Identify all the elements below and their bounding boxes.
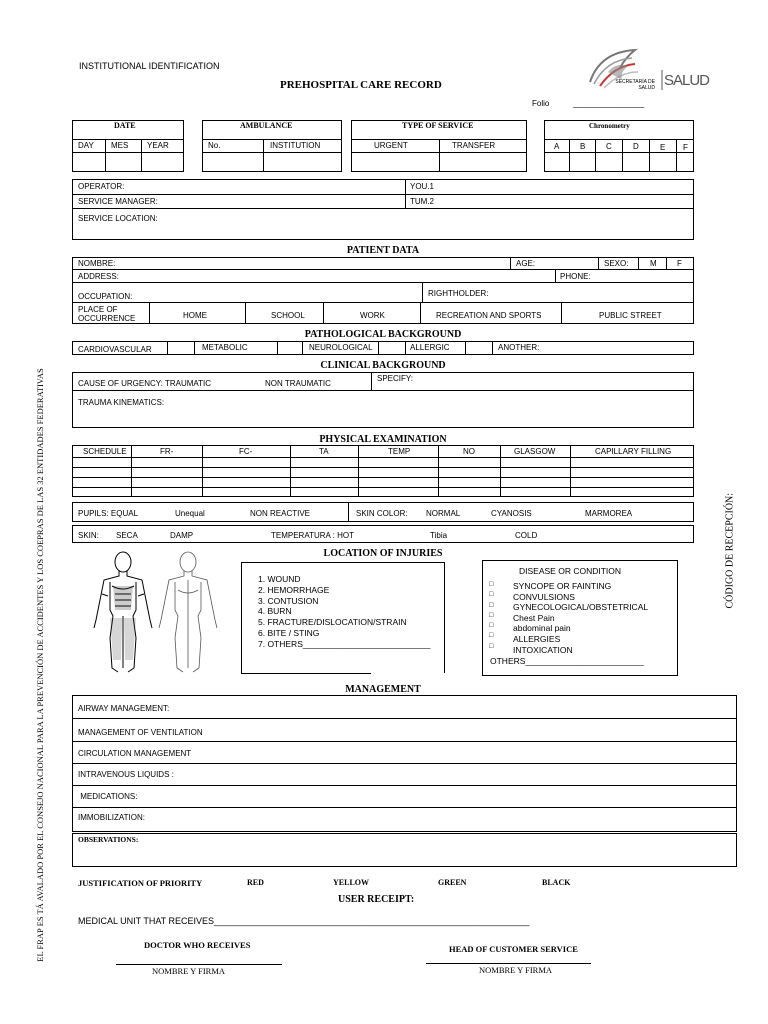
clinical-heading: CLINICAL BACKGROUND [320, 360, 446, 371]
service-urgent: URGENT [374, 141, 408, 150]
body-diagram[interactable] [88, 550, 228, 678]
pupils-non-reactive[interactable]: NON REACTIVE [250, 509, 311, 518]
salud-logo: SECRETARÍA DE SALUD SALUD [580, 42, 695, 98]
disease-list [513, 581, 648, 655]
injury-others[interactable]: 7. OTHERS___________________________ [258, 638, 431, 649]
immobilization: IMMOBILIZATION: [78, 813, 145, 822]
chrono-b: B [580, 142, 586, 151]
phone-label: PHONE: [560, 272, 591, 281]
injuries-heading: LOCATION OF INJURIES [323, 548, 443, 559]
disease-others[interactable]: OTHERS_________________________ [490, 656, 644, 666]
injury-bite[interactable]: 6. BITE / STING [258, 627, 320, 638]
cause-traumatic: CAUSE OF URGENCY: TRAUMATIC [78, 379, 212, 388]
service-manager-label: SERVICE MANAGER: [78, 197, 158, 206]
vitals-fc: FC- [239, 447, 253, 456]
pupils-unequal[interactable]: Unequal [175, 509, 205, 518]
ambulance-number: No. [208, 141, 221, 150]
priority-label: JUSTIFICATION OF PRIORITY [78, 878, 203, 888]
pupils-equal[interactable]: PUPILS: EQUAL [78, 509, 139, 518]
vitals-schedule: SCHEDULE [83, 447, 127, 456]
vitals-glasgow: GLASGOW [514, 447, 556, 456]
skin-color-label: SKIN COLOR: [356, 509, 408, 518]
chrono-e: E [660, 143, 666, 152]
rightholder-label: RIGHTHOLDER: [428, 289, 489, 298]
doctor-who-receives: DOCTOR WHO RECEIVES [144, 940, 251, 950]
vitals-fr: FR- [160, 447, 174, 456]
skin-normal[interactable]: NORMAL [426, 509, 461, 518]
place-public-street[interactable]: PUBLIC STREET [599, 311, 662, 320]
place-of-occurrence-label: PLACE OF OCCURRENCE [78, 305, 136, 323]
skin-label: SKIN: [78, 531, 99, 540]
head-customer-service: HEAD OF CUSTOMER SERVICE [449, 944, 578, 954]
circulation-management: CIRCULATION MANAGEMENT [78, 749, 192, 758]
disease-title: DISEASE OR CONDITION [519, 566, 622, 576]
physical-exam-heading: PHYSICAL EXAMINATION [319, 434, 447, 445]
observations-box[interactable] [72, 833, 737, 867]
skin-seca[interactable]: SECA [116, 531, 138, 540]
path-cardiovascular[interactable]: CARDIOVASCULAR [78, 345, 152, 354]
operator-box [72, 179, 694, 240]
path-another[interactable]: ANOTHER: [498, 343, 540, 352]
date-month: MES [111, 141, 129, 150]
you1-label: YOU.1 [410, 182, 435, 191]
temperatura-hot[interactable]: TEMPERATURA : HOT [271, 531, 354, 540]
injury-wound[interactable]: 1. WOUND [258, 574, 301, 584]
intravenous-liquids: INTRAVENOUS LIQUIDS : [78, 770, 174, 779]
priority-black[interactable]: BLACK [542, 878, 571, 887]
observations-label: OBSERVATIONS: [78, 835, 139, 844]
folio-label: Folio [532, 99, 550, 108]
nombre-label: NOMBRE: [78, 259, 116, 268]
vitals-capillary: CAPILLARY FILLING [595, 447, 672, 456]
head-sign-caption: NOMBRE Y FIRMA [479, 965, 553, 975]
date-day: DAY [78, 141, 94, 150]
folio-field[interactable]: ________________ [573, 99, 645, 108]
doctor-signature-line[interactable] [116, 964, 282, 965]
disease-chest-pain[interactable]: Chest Pain [513, 612, 555, 623]
address-label: ADDRESS: [78, 272, 119, 281]
service-type-title: TYPE OF SERVICE [402, 121, 474, 130]
priority-green[interactable]: GREEN [438, 878, 467, 887]
date-year: YEAR [147, 141, 169, 150]
disease-allergies[interactable]: ALLERGIES [513, 633, 561, 644]
place-school[interactable]: SCHOOL [271, 311, 305, 320]
sex-f-option[interactable]: F [677, 259, 682, 268]
path-allergic[interactable]: ALLERGIC [410, 343, 450, 352]
vitals-ta: TA [319, 447, 329, 456]
skin-marmorea[interactable]: MARMOREA [585, 509, 633, 518]
patient-data-heading: PATIENT DATA [346, 245, 420, 256]
specify-label: SPECIFY: [377, 374, 414, 383]
skin-cyanosis[interactable]: CYANOSIS [491, 509, 532, 518]
path-neurological[interactable]: NEUROLOGICAL [309, 343, 373, 352]
reception-code-vertical: CÓDIGO DE RECEPCIÓN: [724, 492, 736, 609]
head-signature-line[interactable] [426, 963, 591, 964]
chronometry-title: Chronometry [589, 122, 630, 130]
management-heading: MANAGEMENT [345, 684, 421, 695]
pathological-heading: PATHOLOGICAL BACKGROUND [304, 329, 462, 340]
disease-syncope[interactable]: SYNCOPE OR FAINTING [513, 581, 612, 591]
chrono-c: C [606, 142, 612, 151]
institutional-identification: INSTITUTIONAL IDENTIFICATION [79, 61, 220, 71]
trauma-kinematics-label: TRAUMA KINEMATICS: [78, 398, 165, 407]
endorsement-vertical-text: EL FRAP ES TÁ AVALADO POR EL CONSEJO NACIONAL PARA LA PREVENCIÓN DE ACCIDENTES Y LOS COEPRAS DE LAS 32 ENTIDADES FEDERATIVAS [35, 368, 45, 962]
injury-hemorrhage[interactable]: 2. HEMORRHAGE [258, 584, 330, 595]
injury-list [258, 574, 431, 650]
vitals-temp: TEMP [388, 447, 411, 456]
ambulance-institution: INSTITUTION [270, 141, 321, 150]
disease-gynecological[interactable]: GYNECOLOGICAL/OBSTETRICAL [513, 602, 649, 613]
age-label: AGE: [516, 259, 536, 268]
medications: MEDICATIONS: [78, 792, 138, 801]
vitals-no: NO [463, 447, 475, 456]
tum2-label: TUM.2 [410, 197, 434, 206]
place-work[interactable]: WORK [360, 311, 385, 320]
place-recreation[interactable]: RECREATION AND SPORTS [436, 311, 542, 320]
disease-intoxication[interactable]: INTOXICATION [513, 644, 573, 655]
medical-unit-field[interactable]: MEDICAL UNIT THAT RECEIVES_______________________________________________________________ [78, 916, 530, 926]
service-location-label: SERVICE LOCATION: [78, 214, 158, 223]
pathological-box [72, 341, 694, 355]
doctor-sign-caption: NOMBRE Y FIRMA [152, 966, 226, 976]
priority-red[interactable]: RED [247, 878, 264, 887]
skin-box [72, 525, 694, 543]
sexo-label: SEXO: [604, 259, 629, 268]
injury-burn[interactable]: 4. BURN [258, 606, 292, 617]
airway-management: AIRWAY MANAGEMENT: [78, 704, 170, 713]
place-home[interactable]: HOME [183, 311, 207, 320]
ambulance-title: AMBULANCE [240, 121, 293, 130]
priority-yellow[interactable]: YELLOW [333, 878, 370, 887]
disease-checkboxes: □ □ □ □ □ □ □ [489, 581, 494, 650]
date-title: DATE [114, 121, 136, 130]
chrono-d: D [633, 142, 639, 151]
sex-m-option[interactable]: M [650, 259, 657, 268]
temp-cold[interactable]: COLD [515, 531, 538, 540]
injury-contusion[interactable]: 3. CONTUSION [258, 595, 319, 606]
operator-label: OPERATOR: [78, 182, 125, 191]
form-title: PREHOSPITAL CARE RECORD [280, 79, 442, 91]
chrono-f: F [683, 143, 688, 152]
injury-fracture[interactable]: 5. FRACTURE/DISLOCATION/STRAIN [258, 617, 407, 628]
skin-damp[interactable]: DAMP [170, 531, 194, 540]
chrono-a: A [554, 142, 560, 151]
service-transfer: TRANSFER [452, 141, 496, 150]
ventilation-management: MANAGEMENT OF VENTILATION [78, 728, 203, 737]
occupation-label: OCCUPATION: [78, 292, 133, 301]
user-receipt-title: USER RECEIPT: [338, 894, 415, 905]
temp-tibia[interactable]: Tibia [430, 531, 448, 540]
disease-convulsions[interactable]: CONVULSIONS [513, 591, 575, 602]
disease-abdominal-pain[interactable]: abdominal pain [513, 623, 571, 634]
cause-non-traumatic[interactable]: NON TRAUMATIC [265, 379, 331, 388]
path-metabolic[interactable]: METABOLIC [202, 343, 248, 352]
